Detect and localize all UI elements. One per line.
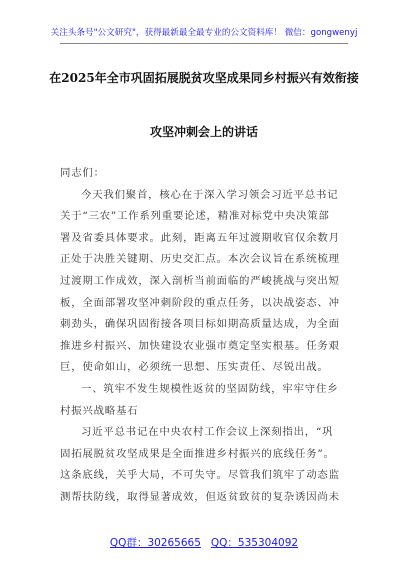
paragraph-line: 关于“三农”工作系列重要论述，精准对标党中央决策部: [60, 210, 330, 223]
document-body: [60, 163, 350, 509]
paragraph-line: 过渡期工作成效，深入剖析当前面临的严峻挑战与突出短: [60, 274, 340, 287]
header-banner: 关注头条号"公文研究"，获得最新最全最专业的公文资料库！ 微信：gongwenyj: [50, 28, 358, 38]
paragraph-line: 署及省委具体要求。此刻，距离五年过渡期收官仅余数月: [60, 231, 340, 244]
document-title: 在2025年全市巩固拓展脱贫攻坚成果同乡村振兴有效衔接: [49, 71, 359, 85]
footer-qq-group[interactable]: QQ群：30265665: [109, 537, 201, 549]
footer-qq[interactable]: QQ：535304092: [210, 537, 299, 549]
paragraph-line: 习近平总书记在中央农村工作会议上深刻指出，“巩: [81, 426, 334, 439]
paragraph-line: 测帮扶防线，取得显著成效，但返贫致贫的复杂诱因尚未: [60, 490, 340, 503]
paragraph-line: 今天我们聚首，核心在于深入学习领会习近平总书记: [81, 188, 339, 201]
footer-contact: [0, 535, 408, 550]
document-title-continued: 攻坚冲刺会上的讲话: [149, 125, 258, 139]
paragraph-line: 村振兴战略基石: [60, 404, 139, 417]
paragraph-line: 刺劲头，确保巩固衔接各项目标如期高质量达成，为全面: [60, 318, 340, 331]
paragraph-line: 这条底线，关乎大局，不可失守。尽管我们筑牢了动态监: [60, 469, 340, 482]
paragraph-line: 同志们：: [60, 167, 105, 179]
paragraph-line: 推进乡村振兴、加快建设农业强市奠定坚实根基。任务艰: [60, 339, 340, 352]
paragraph-line: 板，全面部署攻坚冲刺阶段的重点任务，以决战姿态、冲: [60, 296, 340, 309]
paragraph-line: 固拓展脱贫攻坚成果是全面推进乡村振兴的底线任务”。: [60, 447, 335, 460]
header-divider: [60, 43, 348, 44]
paragraph-line: 一、筑牢不发生规模性返贫的坚固防线，牢牢守住乡: [81, 382, 339, 395]
paragraph-line: 正处于决胜关键期、历史交汇点。本次会议旨在系统梳理: [60, 253, 340, 266]
paragraph-line: 巨，使命如山，必须统一思想、压实责任、尽锐出战。: [60, 361, 329, 374]
